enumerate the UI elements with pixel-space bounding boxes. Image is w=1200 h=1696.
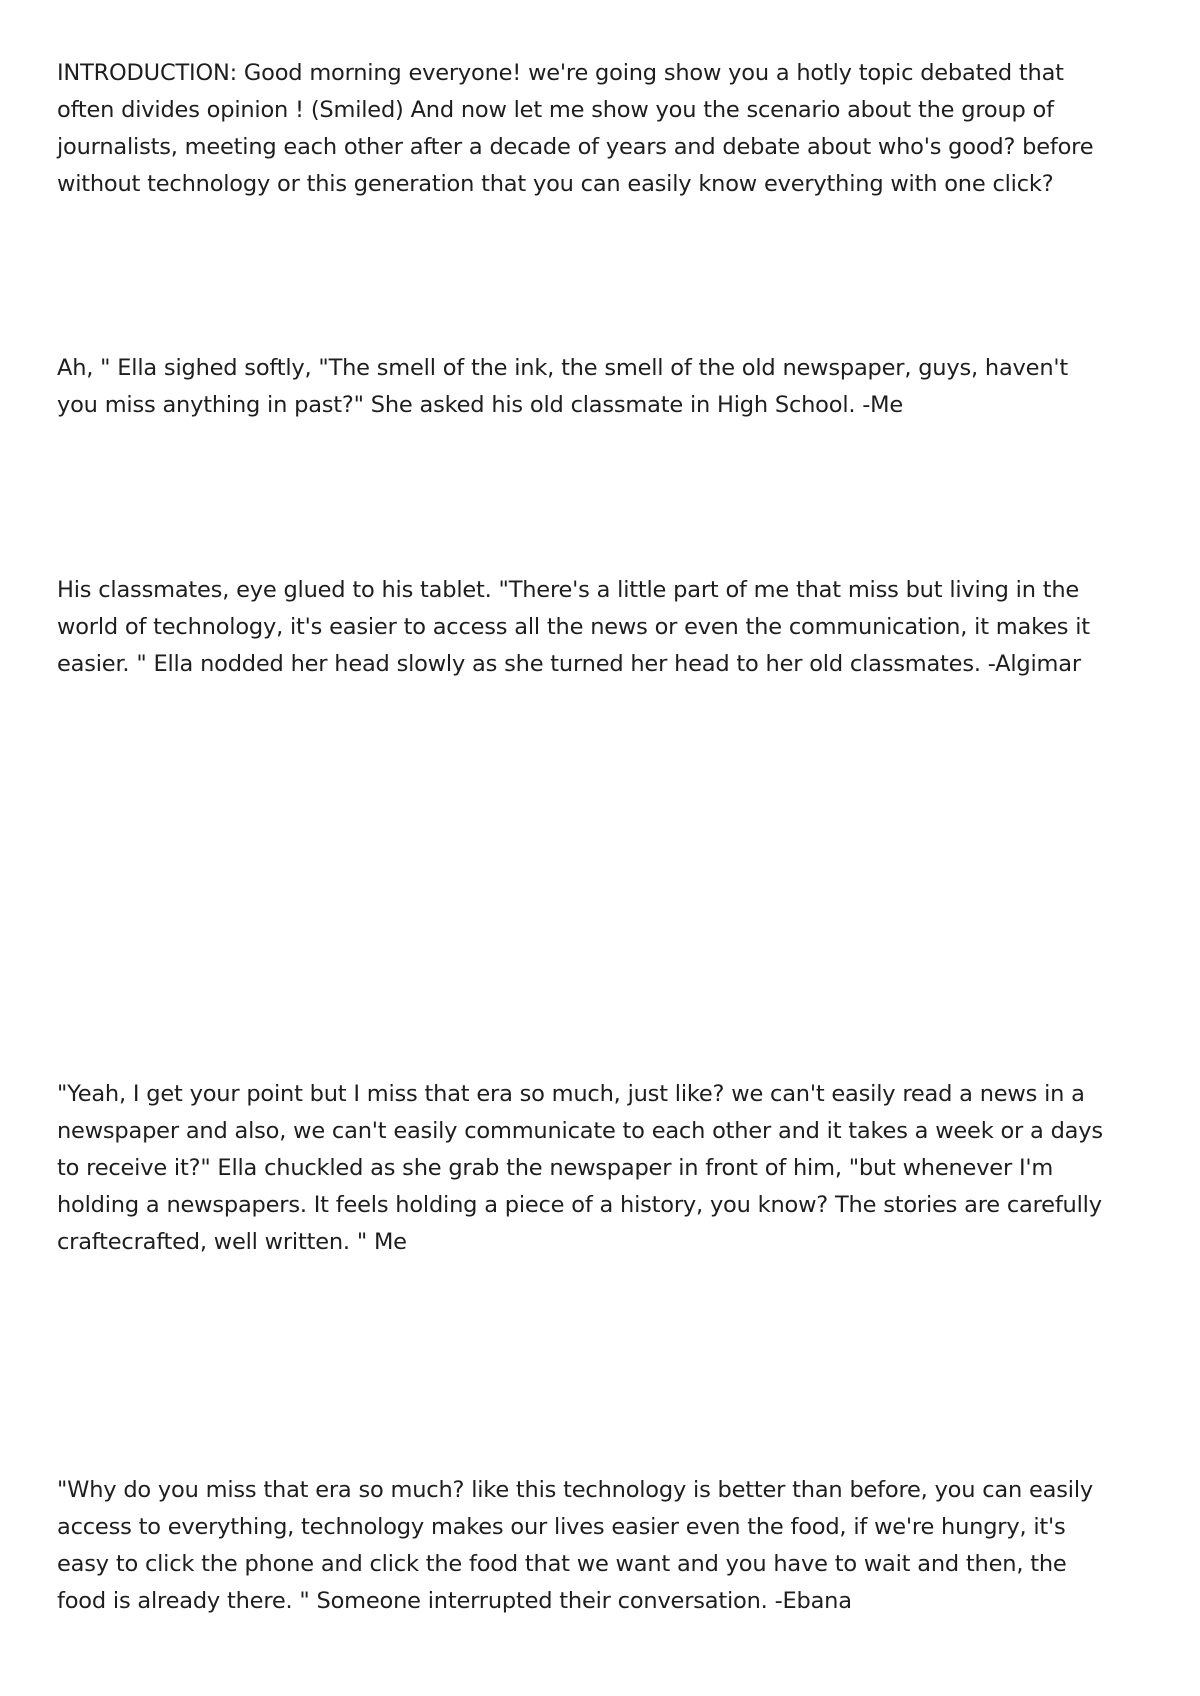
- paragraph-ella-sighed: [57, 350, 1157, 424]
- text-line: His classmates, eye glued to his tablet. "There's a little part of me that miss but living in the: [57, 577, 1080, 603]
- text-line: to receive it?" Ella chuckled as she grab the newspaper in front of him, "but whenever I'm: [57, 1155, 1054, 1181]
- text-line: without technology or this generation that you can easily know everything with one click?: [57, 171, 1054, 197]
- paragraph-introduction: [57, 55, 1157, 203]
- text-line: newspaper and also, we can't easily communicate to each other and it takes a week or a days: [57, 1118, 1103, 1144]
- text-line: journalists, meeting each other after a decade of years and debate about who's good? before: [57, 134, 1094, 160]
- text-line: access to everything, technology makes our lives easier even the food, if we're hungry, it's: [57, 1514, 1066, 1540]
- text-line: often divides opinion ! (Smiled) And now let me show you the scenario about the group of: [57, 97, 1054, 123]
- paragraph-classmates-tablet: [57, 572, 1157, 683]
- text-line: easy to click the phone and click the food that we want and you have to wait and then, the: [57, 1551, 1067, 1577]
- text-line: craftecrafted, well written. " Me: [57, 1229, 407, 1255]
- text-line: easier. " Ella nodded her head slowly as she turned her head to her old classmates. -Algimar: [57, 651, 1081, 677]
- text-line: Ah, " Ella sighed softly, "The smell of the ink, the smell of the old newspaper, guys, haven't: [57, 355, 1068, 381]
- text-line: holding a newspapers. It feels holding a piece of a history, you know? The stories are carefully: [57, 1192, 1102, 1218]
- paragraph-miss-that-era: [57, 1076, 1157, 1261]
- text-line: world of technology, it's easier to access all the news or even the communication, it makes it: [57, 614, 1090, 640]
- text-line: you miss anything in past?" She asked his old classmate in High School. -Me: [57, 392, 904, 418]
- text-line: "Yeah, I get your point but I miss that era so much, just like? we can't easily read a news in a: [57, 1081, 1085, 1107]
- paragraph-why-miss: [57, 1472, 1157, 1620]
- text-line: food is already there. " Someone interrupted their conversation. -Ebana: [57, 1588, 852, 1614]
- text-line: "Why do you miss that era so much? like this technology is better than before, you can easily: [57, 1477, 1093, 1503]
- text-line: INTRODUCTION: Good morning everyone! we're going show you a hotly topic debated that: [57, 60, 1064, 86]
